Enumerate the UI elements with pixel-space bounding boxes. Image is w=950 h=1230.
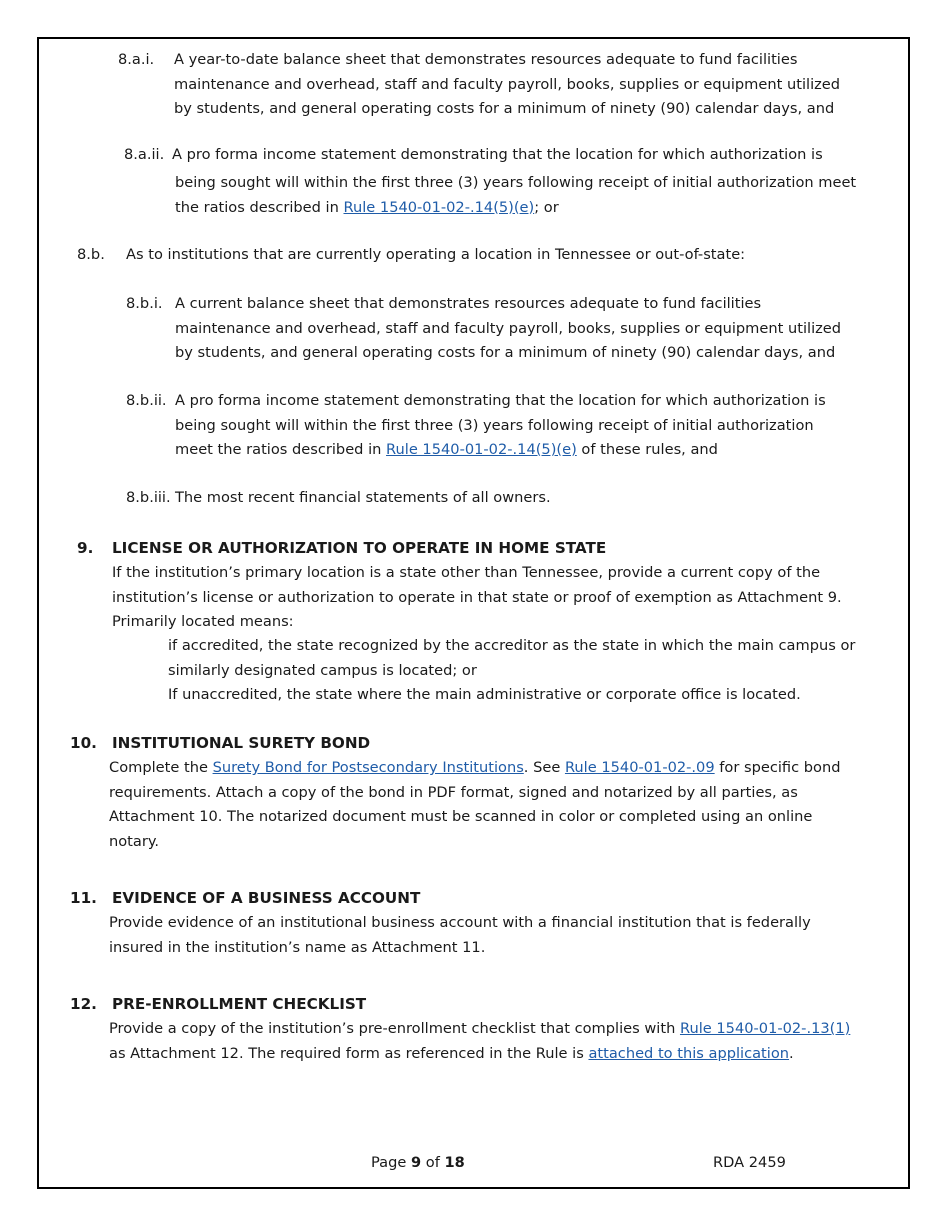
text-line: notary.	[109, 832, 160, 850]
item-label-8aii: 8.a.ii.	[124, 146, 165, 163]
text-line: maintenance and overhead, staff and faculty payroll, books, supplies or equipment utilized	[175, 319, 842, 337]
attached-application-link[interactable]: attached to this application	[588, 1044, 790, 1062]
text-line: A year-to-date balance sheet that demonstrates resources adequate to fund facilities	[174, 51, 798, 68]
text-line	[109, 1017, 850, 1042]
section-heading-12: PRE-ENROLLMENT CHECKLIST	[112, 995, 367, 1013]
text-line: Attachment 10. The notarized document must be scanned in color or completed using an online	[109, 808, 813, 825]
section-body-11	[109, 911, 811, 960]
page-current: 9	[410, 1154, 422, 1171]
item-text-8b: As to institutions that are currently operating a location in Tennessee or out-of-state:	[126, 246, 746, 263]
section-number-11: 11.	[70, 889, 97, 907]
text-line: institution’s license or authorization to operate in that state or proof of exemption as Attachment 9.	[112, 588, 842, 606]
section-heading-10: INSTITUTIONAL SURETY BOND	[112, 734, 371, 752]
section-heading-11: EVIDENCE OF A BUSINESS ACCOUNT	[112, 889, 421, 907]
section-number-12: 12.	[70, 995, 97, 1013]
text-line: if accredited, the state recognized by the accreditor as the state in which the main campus or	[168, 637, 856, 654]
section-heading-9: LICENSE OR AUTHORIZATION TO OPERATE IN HOME STATE	[112, 539, 607, 557]
text-segment: Complete the	[109, 759, 213, 776]
text-segment: . See	[523, 759, 565, 776]
rule-14-5-e-link[interactable]: Rule 1540-01-02-.14(5)(e)	[386, 441, 577, 458]
text-line: similarly designated campus is located; or	[168, 661, 477, 679]
page-word: Page	[371, 1154, 407, 1171]
item-label-8biii: 8.b.iii.	[126, 489, 171, 506]
page-number	[371, 1151, 465, 1176]
section-body-9	[112, 561, 842, 635]
item-label-8bii: 8.b.ii.	[126, 392, 167, 409]
text-segment: Provide a copy of the institution’s pre-enrollment checklist that complies with	[109, 1020, 680, 1037]
text-line: being sought will within the first three (3) years following receipt of initial authorization	[175, 416, 814, 434]
text-segment: ; or	[534, 198, 559, 216]
rule-09-link[interactable]: Rule 1540-01-02-.09	[564, 759, 715, 776]
rule-14-5-e-link[interactable]: Rule 1540-01-02-.14(5)(e)	[343, 198, 535, 216]
text-line: Primarily located means:	[112, 613, 294, 630]
section-number-9: 9.	[77, 539, 94, 557]
text-line: maintenance and overhead, staff and faculty payroll, books, supplies or equipment utilized	[174, 75, 841, 93]
text-segment: the ratios described in	[175, 198, 344, 216]
surety-bond-link[interactable]: Surety Bond for Postsecondary Institutions	[212, 759, 524, 776]
text-line: If the institution’s primary location is a state other than Tennessee, provide a current copy of the	[112, 564, 821, 581]
text-line: by students, and general operating costs for a minimum of ninety (90) calendar days, and	[174, 100, 835, 117]
of-word: of	[425, 1154, 440, 1171]
text-line: If unaccredited, the state where the main administrative or corporate office is located.	[168, 686, 801, 703]
item-label-8b: 8.b.	[77, 246, 105, 263]
section-9-definitions	[168, 634, 855, 708]
text-line	[175, 438, 826, 463]
section-body-10	[109, 756, 840, 854]
section-body-12	[109, 1017, 850, 1066]
text-line: insured in the institution’s name as Attachment 11.	[109, 938, 486, 956]
text-segment: .	[789, 1044, 794, 1062]
item-text-8bi	[175, 292, 841, 366]
text-segment: as Attachment 12. The required form as referenced in the Rule is	[109, 1044, 589, 1062]
text-line	[175, 196, 856, 221]
form-id: RDA 2459	[713, 1154, 786, 1171]
text-segment: of these rules, and	[576, 441, 718, 458]
item-text-8aii-line1: A pro forma income statement demonstrating that the location for which authorization is	[172, 146, 823, 163]
page-total: 18	[444, 1154, 465, 1171]
item-text-8aii	[175, 171, 856, 220]
section-number-10: 10.	[70, 734, 97, 752]
text-segment: meet the ratios described in	[175, 441, 387, 458]
text-line	[109, 1042, 850, 1067]
text-line	[109, 756, 840, 781]
text-line: A current balance sheet that demonstrates resources adequate to fund facilities	[175, 295, 762, 312]
item-label-8bi: 8.b.i.	[126, 295, 163, 312]
text-line: being sought will within the first three (3) years following receipt of initial authorization meet	[175, 174, 857, 191]
item-text-8biii: The most recent financial statements of all owners.	[175, 489, 551, 506]
text-line: A pro forma income statement demonstrating that the location for which authorization is	[175, 392, 826, 409]
text-segment: for specific bond	[714, 759, 841, 776]
text-line: requirements. Attach a copy of the bond in PDF format, signed and notarized by all parties, as	[109, 783, 798, 801]
item-label-8ai: 8.a.i.	[118, 51, 155, 68]
rule-13-1-link[interactable]: Rule 1540-01-02-.13(1)	[679, 1020, 851, 1037]
text-line: Provide evidence of an institutional business account with a financial institution that is federally	[109, 914, 811, 931]
item-text-8ai	[174, 48, 840, 122]
item-text-8bii	[175, 389, 826, 463]
text-line: by students, and general operating costs for a minimum of ninety (90) calendar days, and	[175, 344, 836, 361]
